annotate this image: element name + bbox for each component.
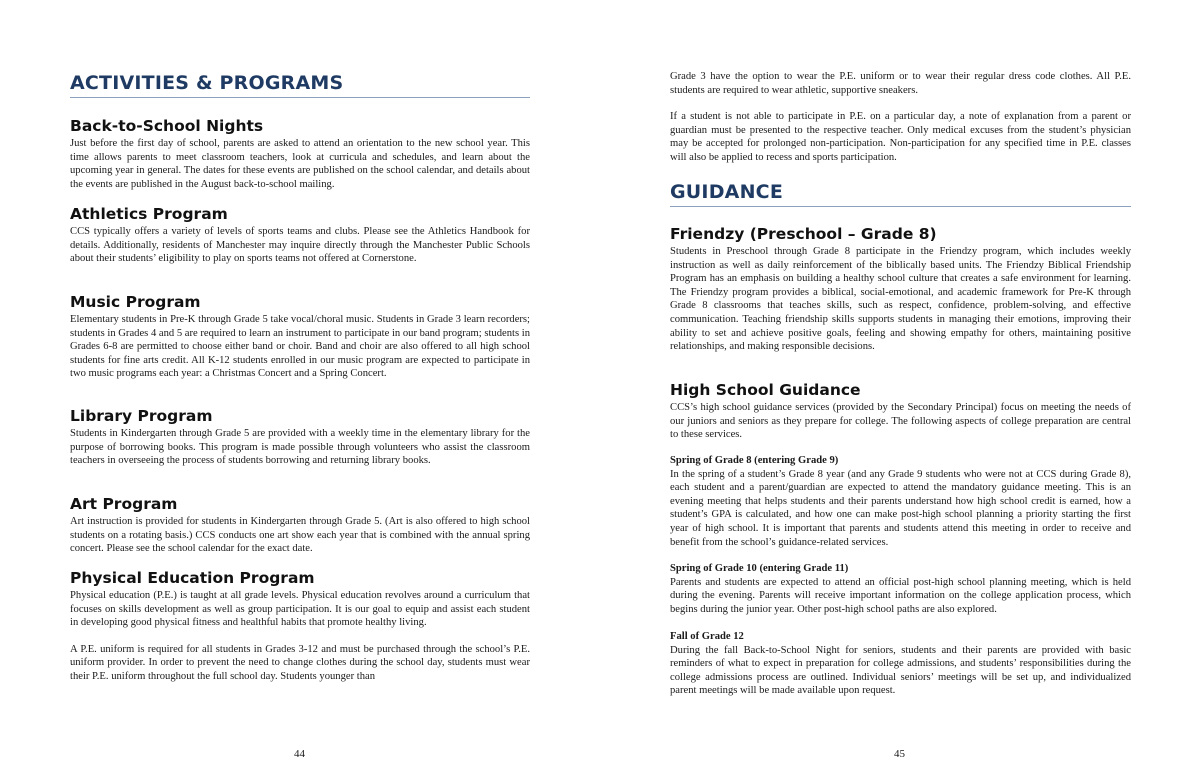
section-title-guidance: GUIDANCE [670, 181, 1131, 207]
paragraph: Physical education (P.E.) is taught at all grade levels. Physical education revolves around a curriculum that focuses on skills development as well as group participation. It is our goal to equip and assist each student in developing good physical fitness and healthful habits that promote healthy living. [70, 590, 530, 629]
subsection-grade-12 [670, 630, 1131, 698]
left-page [70, 0, 530, 776]
heading-friendzy: Friendzy (Preschool – Grade 8) [670, 225, 937, 243]
paragraph: Just before the first day of school, parents are asked to attend an orientation to the new school year. This time allows parents to meet classroom teachers, look at curricula and schedules, and learn about the upcoming year in general. The dates for these events are published on the school calendar, and details about the events are published in the August back-to-school mailing. [70, 138, 530, 190]
paragraph: CCS typically offers a variety of levels of sports teams and clubs. Please see the Athletics Handbook for details. Additionally, residents of Manchester may inquire directly through the Manchester Public Schools about their students’ eligibility to play on sports teams not offered at Cornerstone. [70, 226, 530, 265]
section-physical-education [70, 569, 530, 684]
heading-athletics: Athletics Program [70, 205, 228, 223]
paragraph: Grade 3 have the option to wear the P.E. uniform or to wear their regular dress code clothes. All P.E. students are required to wear athletic, supportive sneakers. [670, 71, 1131, 96]
heading-back-to-school: Back-to-School Nights [70, 117, 264, 135]
section-friendzy [670, 225, 1131, 354]
heading-high-school-guidance: High School Guidance [670, 381, 861, 399]
subsection-grade-10 [670, 562, 1131, 616]
subheading-grade-8: Spring of Grade 8 (entering Grade 9) [670, 455, 839, 466]
paragraph: Elementary students in Pre-K through Grade 5 take vocal/choral music. Students in Grade 3 learn recorders; students in Grades 4 and 5 are required to learn an instrument to participate in our band program; students in Grades 6-8 are permitted to choose either band or choir. Band and choir are also offered to all high school students for fine arts credit. All K-12 students enrolled in our music program are expected to participate in two music programs each year: a Christmas Concert and a Spring Concert. [70, 314, 530, 380]
page-number: 44 [294, 748, 305, 760]
section-high-school-guidance [670, 381, 1131, 442]
paragraph: Students in Preschool through Grade 8 participate in the Friendzy program, which includes weekly instruction as well as daily reinforcement of the biblically based units. The Friendzy Biblical Friendship Program has an emphasis on building a healthy school culture that creates a safe environment for learning. The Friendzy program provides a biblical, social-emotional, and academic framework for Pre-K through Grade 8 classrooms that teaches skills, such as respect, confidence, problem-solving, and effective communication. Teaching friendship skills supports students in managing their emotions, improving their ability to set and achieve positive goals, feeling and showing empathy for others, maintaining positive relationships, and making responsible decisions. [670, 246, 1131, 353]
pe-continuation [670, 70, 1131, 165]
heading-physical-education: Physical Education Program [70, 569, 315, 587]
paragraph: A P.E. uniform is required for all students in Grades 3-12 and must be purchased through the school’s P.E. uniform provider. In order to prevent the need to change clothes during the school day, students must wear their P.E. uniform throughout the full school day. Students younger than [70, 643, 530, 682]
section-title-activities: ACTIVITIES & PROGRAMS [70, 72, 530, 98]
paragraph: Art instruction is provided for students in Kindergarten through Grade 5. (Art is also offered to high school students on a rotating basis.) CCS conducts one art show each year that is combined with the annual spring concert. Please see the school calendar for the exact date. [70, 516, 530, 555]
heading-music: Music Program [70, 293, 201, 311]
paragraph: CCS’s high school guidance services (provided by the Secondary Principal) focus on meeting the needs of our juniors and seniors as they prepare for college. The following aspects of college preparation are central to these services. [670, 402, 1131, 441]
section-athletics [70, 205, 530, 266]
paragraph: In the spring of a student’s Grade 8 year (and any Grade 9 students who were not at CCS during Grade 8), each student and a parent/guardian are expected to attend the mandatory guidance meeting. This is an evening meeting that helps students and their parents understand how high school credit is earned, how a student’s GPA is calculated, and how one can make post-high school planning a priority starting the first year of high school. It is important that parents and students attend this meeting in order to receive and benefit from the school’s guidance-related services. [670, 468, 1131, 548]
paragraph: Students in Kindergarten through Grade 5 are provided with a weekly time in the elementary library for the purpose of borrowing books. This program is made possible through volunteers who assist the classroom teachers in overseeing the process of students borrowing and returning library books. [70, 428, 530, 467]
paragraph: Parents and students are expected to attend an official post-high school planning meeting, which is held during the evening. Parents will receive important information on the college application process, which begins during the junior year. Other post-high school paths are also explored. [670, 576, 1131, 615]
section-library [70, 407, 530, 468]
subheading-grade-10: Spring of Grade 10 (entering Grade 11) [670, 563, 849, 574]
subheading-grade-12: Fall of Grade 12 [670, 631, 744, 642]
subsection-grade-8 [670, 454, 1131, 549]
right-page [670, 0, 1131, 776]
section-music [70, 293, 530, 381]
heading-art: Art Program [70, 495, 178, 513]
section-art [70, 495, 530, 556]
section-back-to-school [70, 117, 530, 191]
paragraph: If a student is not able to participate in P.E. on a particular day, a note of explanation from a parent or guardian must be presented to the respective teacher. Only medical excuses from the student’s physician may be accepted for prolonged non-participation. Non-participation for any specified time in P.E. classes will also be applied to recess and sports participation. [670, 111, 1131, 163]
heading-library: Library Program [70, 407, 213, 425]
page-number: 45 [894, 748, 905, 760]
paragraph: During the fall Back-to-School Night for seniors, students and their parents are provided with basic reminders of what to expect in preparation for college admissions, and students’ responsibilities during the college admissions process are outlined. Individual seniors’ meetings will be set up, and individualized parent meetings will be made available upon request. [670, 644, 1131, 697]
